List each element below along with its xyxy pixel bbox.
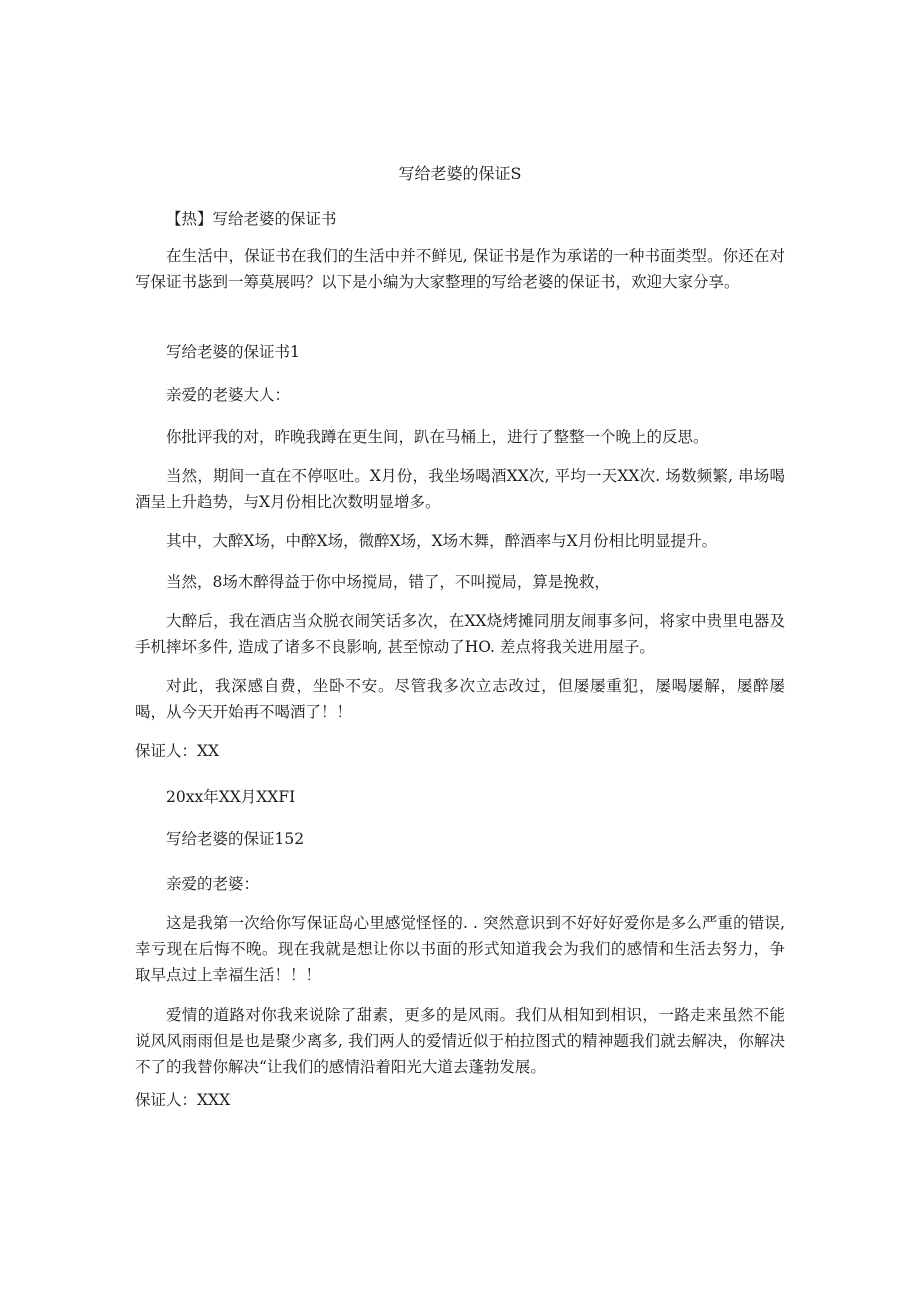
letter1-signer: 保证人：XX — [135, 742, 220, 760]
letter1-paragraph: 当然，期间一直在不停呕吐。X月份，我坐场喝酒XX次, 平均一天XX次. 场数频繁, 串场喝酒呈上升趋势，与X月份相比次数明显增多。 — [135, 467, 785, 511]
document-title: 写给老婆的保证S — [398, 164, 522, 183]
letter1-date: 20xx年XX月XXFI — [166, 788, 296, 806]
letter2-signer: 保证人：XXX — [135, 1091, 231, 1109]
letter1-paragraph: 其中，大醉X场，中醉X场，微醉X场，X场木舞，醉酒率与X月份相比明显提升。 — [166, 532, 718, 550]
letter2-salutation: 亲爱的老婆： — [166, 875, 260, 893]
letter2-heading: 写给老婆的保证152 — [166, 830, 305, 848]
letter1-paragraph: 大醉后，我在酒店当众脱衣闹笑话多次，在XX烧烤摊同朋友闹事多问，将家中贵里电器及手机摔坏多件, 造成了诸多不良影响, 甚至惊动了HO. 差点将我关进用屋子。 — [135, 612, 785, 656]
letter1-paragraph: 当然，8场木醉得益于你中场搅局，错了，不叫搅局，算是挽救， — [166, 573, 610, 591]
letter1-paragraph: 对此，我深感自费，坐卧不安。尽管我多次立志改过，但屡屡重犯，屡喝屡解，屡醉屡喝，从今天开始再不喝酒了！！ — [135, 677, 785, 721]
letter2-paragraph: 这是我第一次给你写保证岛心里感觉怪怪的. . 突然意识到不好好好爱你是多么严重的错误, 幸亏现在后悔不晚。现在我就是想让你以书面的形式知道我会为我们的感情和生活去努力，争取早点过上幸福生活！！！ — [135, 914, 785, 984]
letter1-paragraph: 你批评我的对，昨晚我蹲在更生间，趴在马桶上，进行了整整一个晚上的反思。 — [166, 428, 709, 446]
letter1-salutation: 亲爱的老婆大人： — [166, 386, 291, 404]
letter2-paragraph: 爱情的道路对你我来说除了甜素，更多的是风雨。我们从相知到相识，一路走来虽然不能说风风雨雨但是也是聚少离多, 我们两人的爱情近似于柏拉图式的精神题我们就去解决，你解决不了的我替你解决“让我们的感情沿着阳光大道去蓬勃发展。 — [135, 1006, 785, 1076]
letter1-heading: 写给老婆的保证书1 — [166, 343, 300, 361]
intro-paragraph: 在生活中，保证书在我们的生活中并不鲜见, 保证书是作为承诺的一种书面类型。你还在对写保证书毖到一筹莫展吗？以下是小编为大家整理的写给老婆的保证书，欢迎大家分享。 — [135, 247, 785, 291]
document-subtitle: 【热】写给老婆的保证书 — [166, 210, 337, 228]
